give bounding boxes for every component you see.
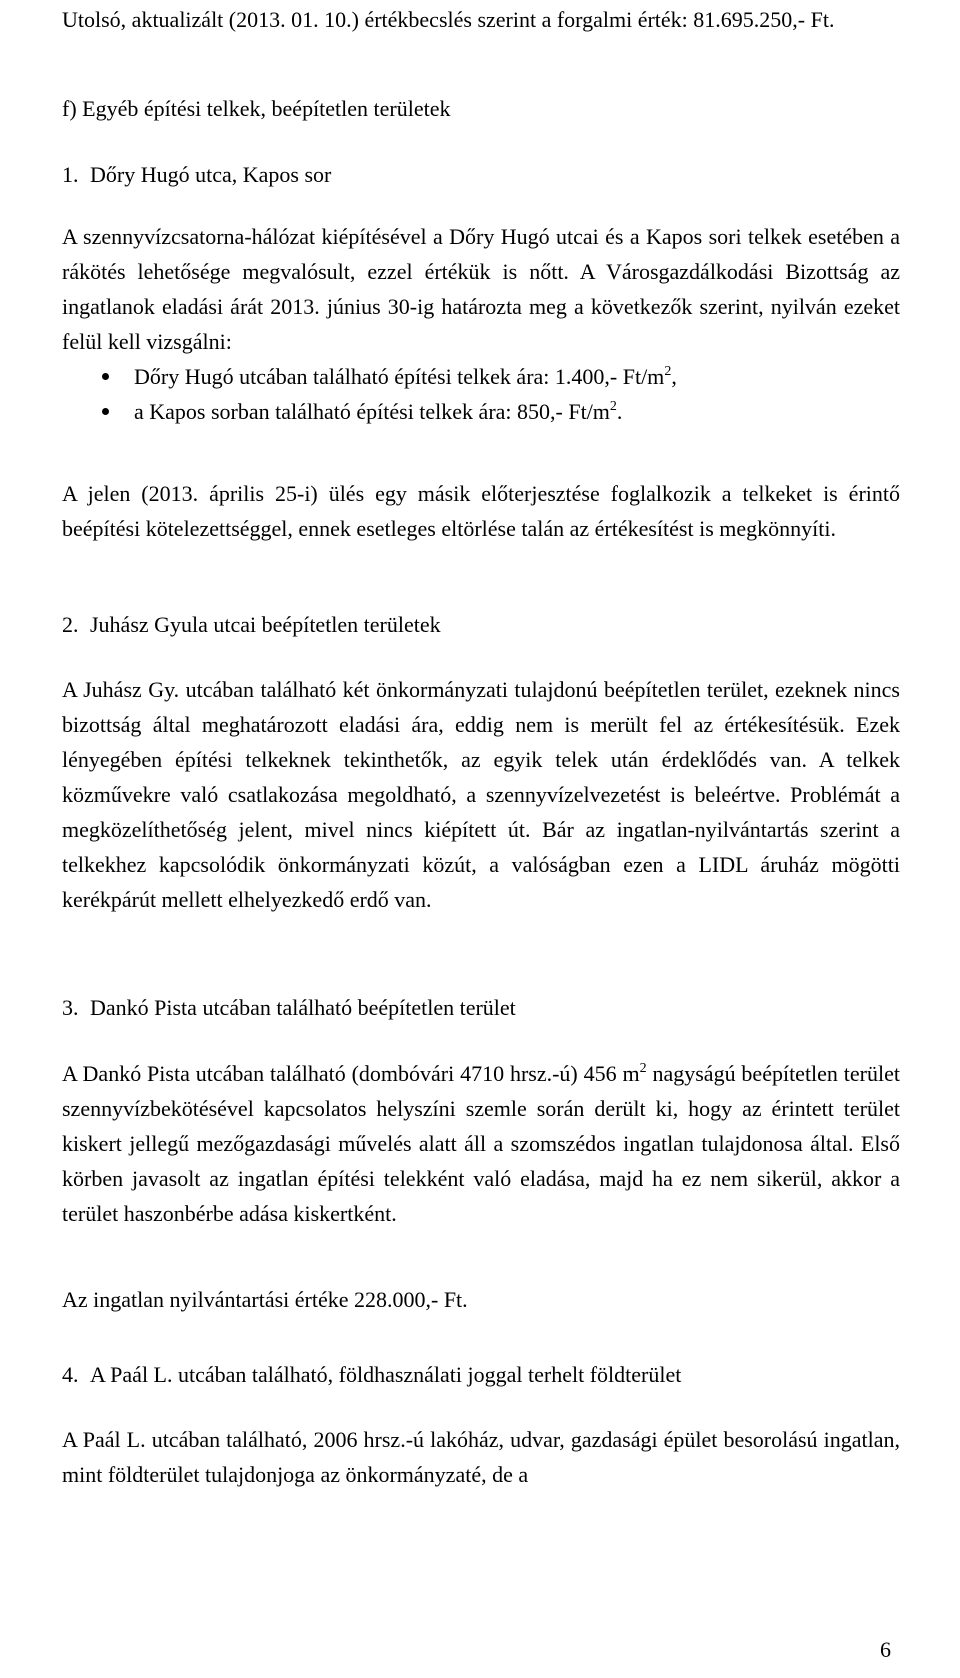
section-1-heading xyxy=(62,157,900,192)
paragraph-danko-pista-start: A Dankó Pista utcában található (dombóvári 4710 hrsz.-ú) 456 m xyxy=(62,1061,640,1086)
paragraph-market-value: Utolsó, aktualizált (2013. 01. 10.) értékbecslés szerint a forgalmi érték: 81.695.250,- Ft. xyxy=(62,7,835,32)
price-item-text: a Kapos sorban található építési telkek ára: 850,- Ft/m xyxy=(134,399,610,424)
section-4-heading xyxy=(62,1357,900,1392)
paragraph-registry-value: Az ingatlan nyilvántartási értéke 228.000,- Ft. xyxy=(62,1287,468,1312)
price-item-text: Dőry Hugó utcában található építési telkek ára: 1.400,- Ft/m xyxy=(134,364,665,389)
section-4-number: 4. xyxy=(62,1362,79,1387)
paragraph-sewer-network: A szennyvízcsatorna-hálózat kiépítésével a Dőry Hugó utcai és a Kapos sori telkek esetében a rákötés lehetősége megvalósult, ezzel értékük is nőtt. A Városgazdálkodási Bizottság az ingatlanok eladási árát 2013. június 30-ig határozta meg a következők szerint, nyilván ezeket felül kell vizsgálni: xyxy=(62,224,900,354)
paragraph-current-session: A jelen (2013. április 25-i) ülés egy másik előterjesztése foglalkozik a telkeket is érintő beépítési kötelezettséggel, ennek esetleges eltörlése talán az értékesítést is megkönnyíti. xyxy=(62,481,900,541)
paragraph-danko-pista-rest: nagyságú beépítetlen terület szennyvízbekötésével kapcsolatos helyszíni szemle során derült ki, hogy az érintett terület kiskert jellegű mezőgazdasági művelés alatt áll a szomszédos ingatlan tulajdonosa által. Első körben javasolt az ingatlan építési telekként való eladása, majd ha ez nem sikerül, akkor a terület haszonbérbe adása kiskertként. xyxy=(62,1061,900,1226)
price-item-sup: 2 xyxy=(664,364,672,379)
list-item xyxy=(62,394,900,429)
document-page xyxy=(62,0,900,1678)
paragraph-juhasz-gyula: A Juhász Gy. utcában található két önkormányzati tulajdonú beépítetlen terület, ezeknek nincs bizottság által meghatározott eladási ára, eddig nem is merült fel az értékesítésük. Ezek lényegében építési telkeknek tekinthetők, az egyik telek után érdeklődés van. A telkek közművekre való csatlakozása megoldható, a szennyvízelvezetést is beleértve. Problémát a megközelíthetőség jelent, mivel nincs kiépített út. Bár az ingatlan-nyilvántartás szerint a telkekhez kapcsolódik önkormányzati közút, a valóságban ezen a LIDL áruház mögötti kerékpárút mellett elhelyezkedő erdő van. xyxy=(62,677,900,912)
section-2-title: Juhász Gyula utcai beépítetlen területek xyxy=(90,612,441,637)
section-1-number: 1. xyxy=(62,162,79,187)
bullet-icon xyxy=(102,408,109,415)
section-4-title: A Paál L. utcában található, földhasználati joggal terhelt földterület xyxy=(90,1362,682,1387)
paragraph-paal: A Paál L. utcában található, 2006 hrsz.-ú lakóház, udvar, gazdasági épület besorolású ingatlan, mint földterület tulajdonjoga az önkormányzaté, de a xyxy=(62,1427,900,1487)
section-1-title: Dőry Hugó utca, Kapos sor xyxy=(90,162,332,187)
price-list xyxy=(62,359,900,429)
list-item xyxy=(62,359,900,394)
section-3-title: Dankó Pista utcában található beépítetlen terület xyxy=(90,995,516,1020)
heading-f-building-plots: f) Egyéb építési telkek, beépítetlen területek xyxy=(62,96,451,121)
paragraph-danko-pista xyxy=(62,1056,900,1231)
price-item-tail: , xyxy=(671,364,677,389)
page-number: 6 xyxy=(880,1637,891,1662)
section-3-heading xyxy=(62,990,900,1025)
price-item-tail: . xyxy=(616,399,623,424)
section-2-heading xyxy=(62,607,900,642)
area-unit-sup: 2 xyxy=(639,1061,647,1076)
section-2-number: 2. xyxy=(62,612,79,637)
bullet-icon xyxy=(102,373,109,380)
section-3-number: 3. xyxy=(62,995,79,1020)
price-item-sup: 2 xyxy=(609,399,617,414)
